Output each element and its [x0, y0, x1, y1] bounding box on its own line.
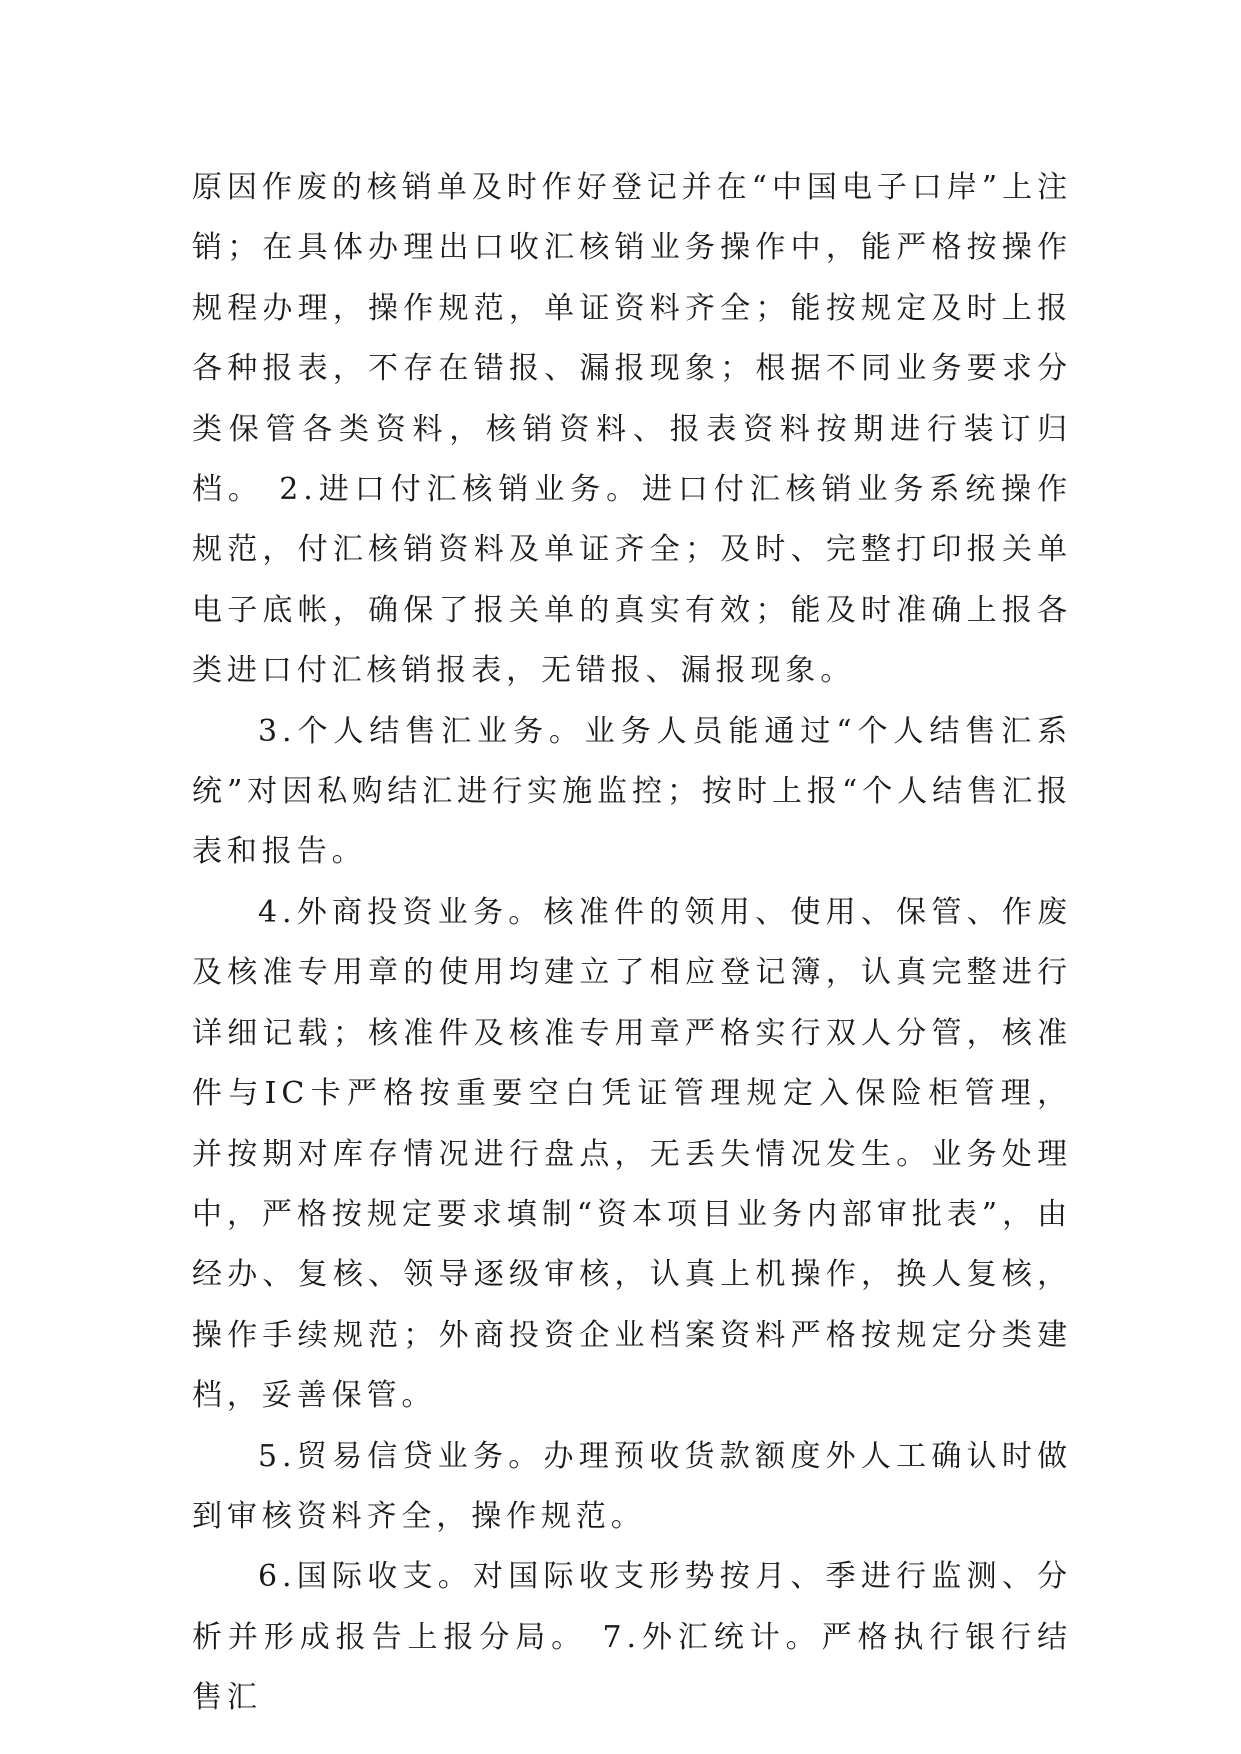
paragraph-4: 5.贸易信贷业务。办理预收货款额度外人工确认时做到审核资料齐全，操作规范。 [192, 1438, 1072, 1534]
paragraph-3: 4.外商投资业务。核准件的领用、使用、保管、作废及核准专用章的使用均建立了相应登记簿，认真完整进行详细记载；核准件及核准专用章严格实行双人分管，核准件与IC卡严格按重要空白凭证管理规定入保险柜管理，并按期对库存情况进行盘点，无丢失情况发生。业务处理中，严格按规定要求填制“资本项目业务内部审批表”，由经办、复核、领导逐级审核，认真上机操作，换人复核，操作手续规范；外商投资企业档案资料严格按规定分类建档，妥善保管。 [192, 894, 1072, 1414]
paragraph-2: 3.个人结售汇业务。业务人员能通过“个人结售汇系统”对因私购结汇进行实施监控；按时上报“个人结售汇报表和报告。 [192, 713, 1072, 870]
document-body [192, 158, 1072, 1729]
paragraph-1: 原因作废的核销单及时作好登记并在“中国电子口岸”上注销；在具体办理出口收汇核销业务操作中，能严格按操作规程办理，操作规范，单证资料齐全；能按规定及时上报各种报表，不存在错报、漏报现象；根据不同业务要求分类保管各类资料，核销资料、报表资料按期进行装订归档。 2.进口付汇核销业务。进口付汇核销业务系统操作规范，付汇核销资料及单证齐全；及时、完整打印报关单电子底帐，确保了报关单的真实有效；能及时准确上报各类进口付汇核销报表，无错报、漏报现象。 [192, 170, 1072, 689]
paragraph-5: 6.国际收支。对国际收支形势按月、季进行监测、分析并形成报告上报分局。 7.外汇统计。严格执行银行结售汇 [192, 1559, 1072, 1716]
